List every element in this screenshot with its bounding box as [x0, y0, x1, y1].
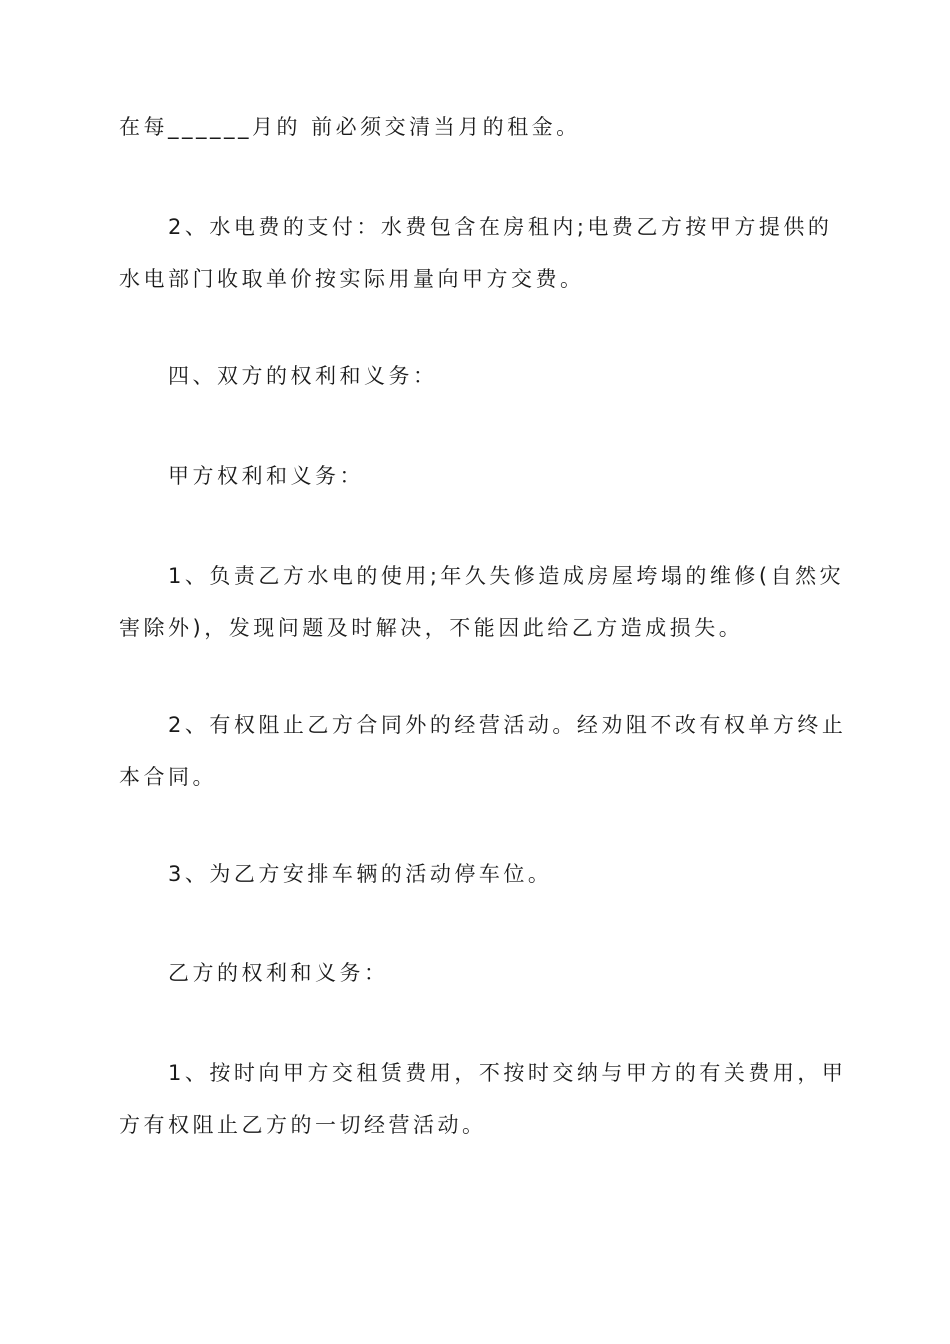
- subheading-party-b: [119, 947, 835, 999]
- section-heading-rights-obligations: [119, 350, 835, 402]
- subheading-party-a: [119, 450, 835, 502]
- paragraph-party-a-item-2: [119, 699, 847, 803]
- paragraph-party-a-item-1: [119, 550, 845, 654]
- paragraph-utilities-payment: [119, 201, 835, 305]
- text-line: 在每______月的 前必须交清当月的租金。: [119, 115, 581, 139]
- text-line: 方有权阻止乙方的一切经营活动。: [119, 1113, 487, 1137]
- text-line: 本合同。: [119, 765, 217, 789]
- text-line: 四、双方的权利和义务：: [119, 364, 438, 388]
- text-line: 2、有权阻止乙方合同外的经营活动。经劝阻不改有权单方终止: [119, 713, 847, 737]
- paragraph-party-b-item-1: [119, 1047, 847, 1151]
- paragraph-party-a-item-3: [119, 848, 835, 900]
- text-line: 2、水电费的支付：水费包含在房租内;电费乙方按甲方提供的: [119, 215, 833, 239]
- text-line: 1、负责乙方水电的使用;年久失修造成房屋垮塌的维修(自然灾: [119, 564, 845, 588]
- text-line: 乙方的权利和义务：: [119, 961, 389, 985]
- paragraph-rent-deadline: [119, 101, 835, 153]
- text-line: 水电部门收取单价按实际用量向甲方交费。: [119, 267, 585, 291]
- text-line: 甲方权利和义务：: [119, 464, 364, 488]
- text-line: 害除外)，发现问题及时解决，不能因此给乙方造成损失。: [119, 616, 744, 640]
- text-line: 1、按时向甲方交租赁费用，不按时交纳与甲方的有关费用，甲: [119, 1061, 847, 1085]
- text-line: 3、为乙方安排车辆的活动停车位。: [119, 862, 553, 886]
